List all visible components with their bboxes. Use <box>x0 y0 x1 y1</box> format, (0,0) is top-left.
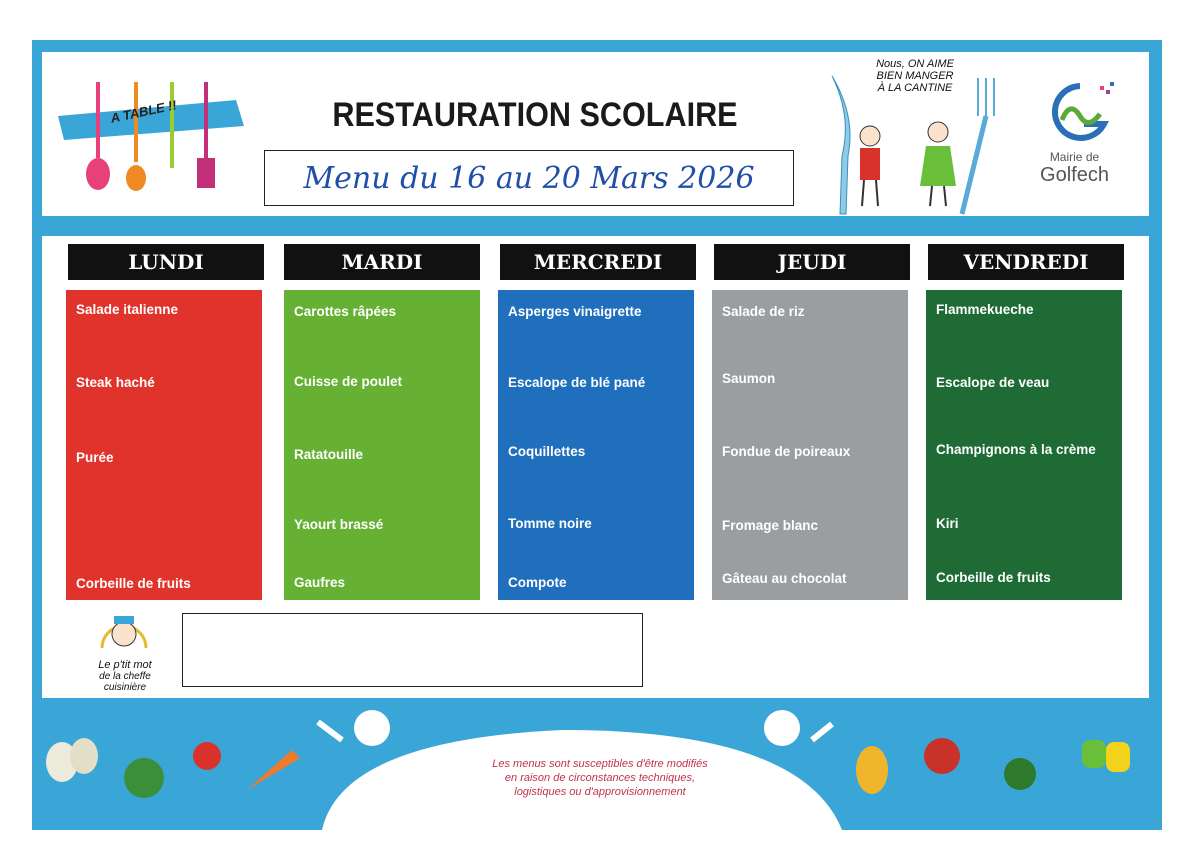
menu-item: Gaufres <box>294 575 346 590</box>
footer-line-3: logistiques ou d'approvisionnement <box>514 786 686 798</box>
menu-item: Saumon <box>722 371 776 386</box>
day-header-mardi: MARDI <box>284 244 480 280</box>
menu-dates-box <box>264 150 794 206</box>
a-table-logo <box>56 78 246 198</box>
cook-note-box <box>182 613 643 687</box>
menu-dates: Menu du 16 au 20 Mars 2026 <box>303 160 755 196</box>
menu-item: Kiri <box>936 516 959 531</box>
cook-logo <box>80 608 170 693</box>
footer-note <box>450 757 750 799</box>
menu-item: Salade de riz <box>722 304 805 319</box>
day-column-mercredi <box>498 290 694 600</box>
day-header-lundi: LUNDI <box>68 244 264 280</box>
menu-item: Yaourt brassé <box>294 517 384 532</box>
menu-item: Corbeille de fruits <box>936 570 1051 585</box>
menu-item: Escalope de veau <box>936 375 1050 390</box>
menu-item: Gâteau au chocolat <box>722 571 847 586</box>
day-column-vendredi <box>926 290 1122 600</box>
footer-line-1: Les menus sont susceptibles d'être modifiés <box>492 758 708 770</box>
slogan-line-1: Nous, ON AIME <box>876 58 954 70</box>
mairie-line-2: Golfech <box>1040 164 1109 186</box>
menu-item: Tomme noire <box>508 516 592 531</box>
menu-item: Carottes râpées <box>294 304 397 319</box>
day-column-jeudi <box>712 290 908 600</box>
slogan-line-3: À LA CANTINE <box>877 82 953 94</box>
golfech-label <box>1022 150 1127 187</box>
menu-item: Escalope de blé pané <box>508 375 646 390</box>
cook-word-line-2: de la cheffe cuisinière <box>99 671 151 693</box>
menu-item: Champignons à la crème <box>936 442 1096 457</box>
menu-item: Asperges vinaigrette <box>508 304 642 319</box>
page-title: RESTAURATION SCOLAIRE <box>332 96 738 134</box>
slogan-line-2: BIEN MANGER <box>876 70 954 82</box>
menu-item: Corbeille de fruits <box>76 576 191 591</box>
slogan <box>860 58 970 94</box>
menu-item: Flammekueche <box>936 302 1034 317</box>
menu-item: Salade italienne <box>76 302 179 317</box>
chef-icon <box>80 608 170 654</box>
menu-item: Coquillettes <box>508 444 586 459</box>
a-table-label: A TABLE !! <box>109 97 178 126</box>
day-column-lundi <box>66 290 262 600</box>
day-column-mardi <box>284 290 480 600</box>
menu-item: Cuisse de poulet <box>294 374 403 389</box>
menu-item: Fromage blanc <box>722 518 819 533</box>
day-header-mercredi: MERCREDI <box>500 244 696 280</box>
menu-item: Ratatouille <box>294 447 364 462</box>
menu-item: Compote <box>508 575 567 590</box>
menu-item: Fondue de poireaux <box>722 444 851 459</box>
menu-item: Purée <box>76 450 114 465</box>
footer-line-2: en raison de circonstances techniques, <box>504 772 696 784</box>
day-header-vendredi: VENDREDI <box>928 244 1124 280</box>
mairie-line-1: Mairie de <box>1049 150 1100 164</box>
golfech-emblem-icon <box>1040 80 1120 150</box>
menu-item: Steak haché <box>76 375 155 390</box>
cook-word-line-1: Le p'tit mot <box>98 659 152 671</box>
golfech-logo <box>1040 80 1120 150</box>
day-header-jeudi: JEUDI <box>714 244 910 280</box>
utensils-icon <box>56 78 246 198</box>
